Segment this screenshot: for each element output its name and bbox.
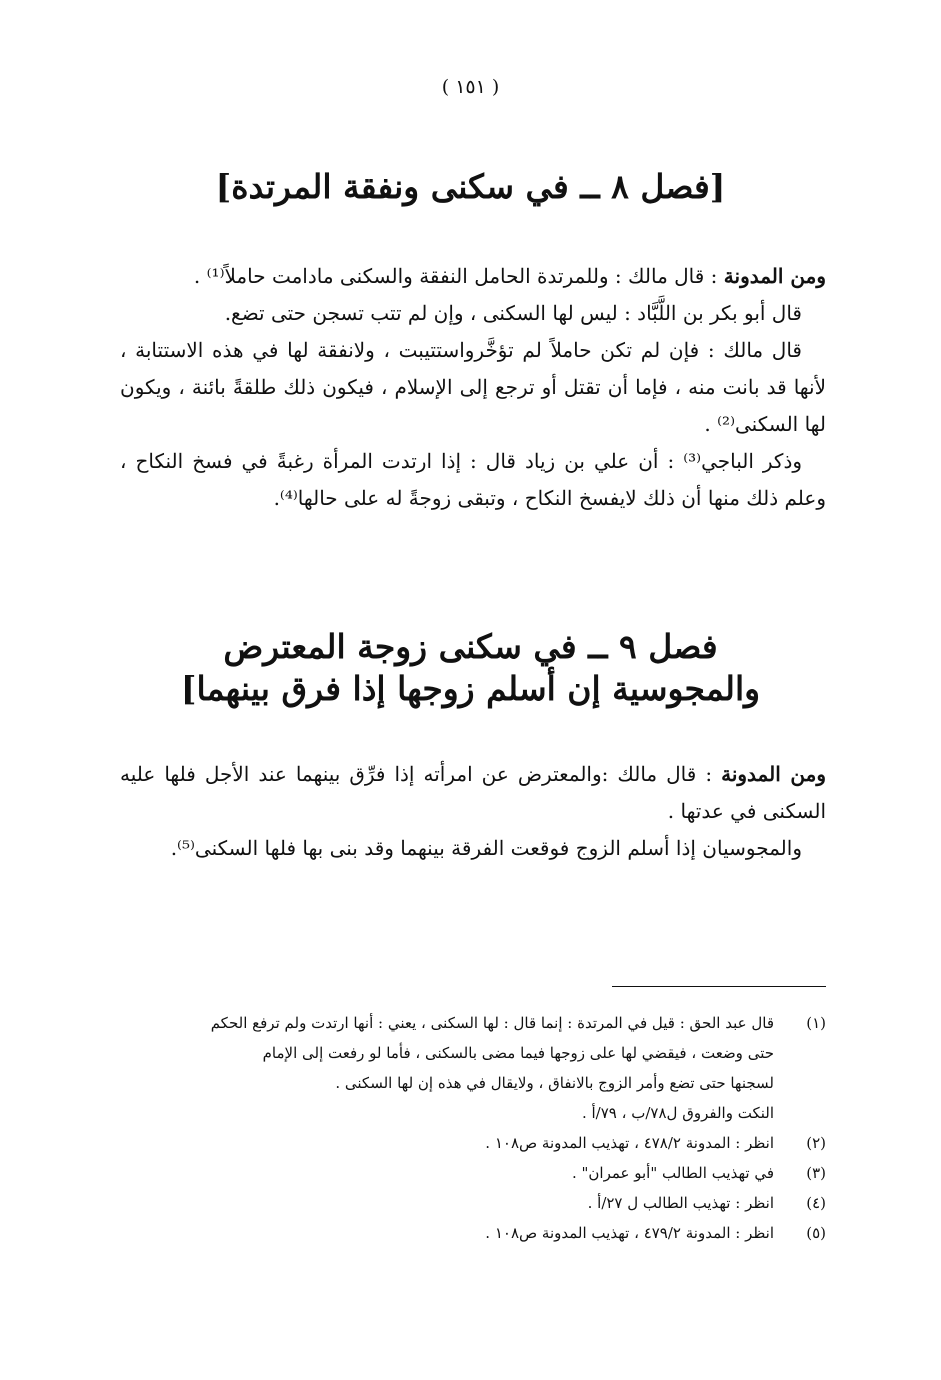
footnote-line: انظر : تهذيب الطالب ل ٢٧/أ . bbox=[587, 1194, 774, 1212]
footnote-line: لسجنها حتى تضع وأمر الزوج بالانفاق ، ولايقال في هذه إن لها السكنى . bbox=[335, 1074, 774, 1092]
footnote-number: (١) bbox=[806, 1014, 826, 1032]
paragraph-text: : قال مالك : وللمرتدة الحامل النفقة والسكنى مادامت حاملاً⁽¹⁾ . bbox=[193, 264, 724, 288]
paragraph-text: : قال مالك :والمعترض عن امرأته إذا فرِّق بينهما عند الأجل فلها عليه السكنى في عدتها . bbox=[120, 762, 826, 823]
footnote-line: انظر : المدونة ٤٧٨/٢ ، تهذيب المدونة ص١٠٨ . bbox=[485, 1134, 774, 1152]
footnote-text bbox=[112, 1128, 774, 1158]
footnote-text bbox=[112, 1008, 774, 1128]
section-8-body bbox=[120, 258, 826, 517]
footnote-number: (٣) bbox=[806, 1164, 826, 1182]
footnote-number: (٢) bbox=[806, 1134, 826, 1152]
footnote-3 bbox=[112, 1158, 826, 1188]
footnote-line: انظر : المدونة ٤٧٩/٢ ، تهذيب المدونة ص١٠٨ . bbox=[485, 1224, 774, 1242]
footnote-text bbox=[112, 1188, 774, 1218]
footnote-5 bbox=[112, 1218, 826, 1248]
footnote-text bbox=[112, 1218, 774, 1248]
section-8-paragraph-4: وذكر الباجي⁽³⁾ : أن علي بن زياد قال : إذا ارتدت المرأة رغبةً في فسخ النكاح ، وعلم ذلك منها أن ذلك لايفسخ النكاح ، وتبقى زوجةً له على حالها⁽⁴⁾. bbox=[120, 449, 826, 510]
section-9-heading bbox=[80, 626, 861, 710]
section-8-paragraph-3: قال مالك : فإن لم تكن حاملاً لم تؤخَّرواستتيبت ، ولانفقة لها في هذه الاستتابة ، لأنها قد بانت منه ، فإما أن تقتل أو ترجع إلى الإسلام ، فيكون ذلك طلقةً بائنة ، ويكون لها السكنى⁽²⁾ . bbox=[120, 338, 826, 436]
section-9-heading-line-2: والمجوسية إن أسلم زوجها إذا فرق بينهما] bbox=[180, 669, 761, 708]
footnote-number: (٥) bbox=[806, 1224, 826, 1242]
footnote-line: قال عبد الحق : قيل في المرتدة : إنما قال : لها السكنى ، يعني : أنها ارتدت ولم ترفع الحكم bbox=[210, 1014, 774, 1032]
source-lead: ومن المدونة bbox=[723, 264, 826, 288]
section-9-paragraph-1 bbox=[120, 756, 826, 830]
section-9-paragraph-2: والمجوسيان إذا أسلم الزوج فوقعت الفرقة بينهما وقد بنى بها فلها السكنى⁽⁵⁾. bbox=[170, 836, 802, 860]
section-9-body bbox=[120, 756, 826, 867]
page-number: ( ١٥١ ) bbox=[441, 76, 500, 98]
footnote-line: في تهذيب الطالب "أبو عمران" . bbox=[571, 1164, 774, 1182]
section-8-paragraph-1 bbox=[120, 258, 826, 295]
footnote-4 bbox=[112, 1188, 826, 1218]
footnote-line: حتى وضعت ، فيقضي لها على زوجها فيما مضى بالسكنى ، فأما لو رفعت إلى الإمام bbox=[262, 1044, 774, 1062]
footnote-divider bbox=[612, 986, 826, 987]
source-lead: ومن المدونة bbox=[721, 762, 826, 786]
section-8-paragraph-2: قال أبو بكر بن اللَّبَّاد : ليس لها السكنى ، وإن لم تتب تسجن حتى تضع. bbox=[224, 301, 802, 325]
footnotes bbox=[112, 1008, 826, 1248]
section-9-heading-line-1: فصل ٩ ــ في سكنى زوجة المعترض bbox=[223, 627, 718, 666]
footnote-line: النكت والفروق ل٧٨/ب ، ٧٩/أ . bbox=[581, 1104, 774, 1122]
footnote-1 bbox=[112, 1008, 826, 1128]
footnote-2 bbox=[112, 1128, 826, 1158]
footnote-text bbox=[112, 1158, 774, 1188]
section-8-heading: [فصل ٨ ــ في سكنى ونفقة المرتدة] bbox=[215, 167, 726, 206]
footnote-number: (٤) bbox=[806, 1194, 826, 1212]
